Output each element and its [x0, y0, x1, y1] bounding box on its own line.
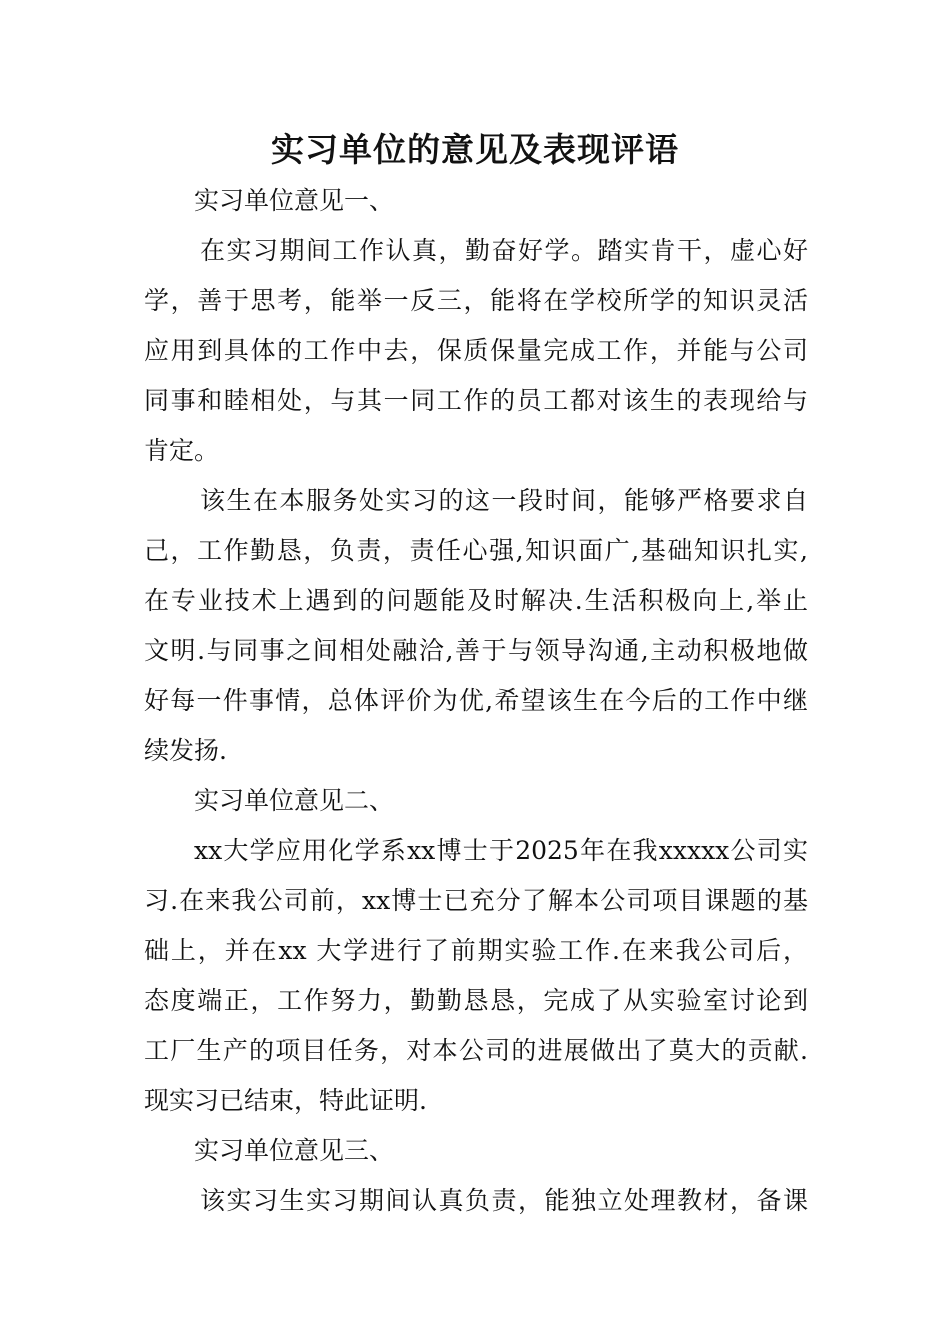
paragraph-4 [144, 1176, 808, 1226]
text-line: 续发扬. [144, 736, 227, 765]
text-line: 现实习已结束，特此证明. [144, 1086, 427, 1115]
section-2 [144, 776, 808, 1126]
text-line: 在实习期间工作认真，勤奋好学。踏实肯干，虚心好 [200, 236, 808, 265]
text-line: xx大学应用化学系xx博士于2025年在我xxxxx公司实 [194, 836, 808, 865]
text-line: 态度端正，工作努力，勤勤恳恳，完成了从实验室讨论到 [144, 986, 808, 1015]
section-heading: 实习单位意见一、 [194, 186, 395, 215]
text-line: 学，善于思考，能举一反三，能将在学校所学的知识灵活 [144, 286, 808, 315]
section-1 [144, 176, 808, 776]
section-heading: 实习单位意见二、 [194, 786, 395, 815]
text-line: 习.在来我公司前，xx博士已充分了解本公司项目课题的基 [144, 886, 808, 915]
text-line: 文明.与同事之间相处融洽,善于与领导沟通,主动积极地做 [144, 636, 808, 665]
text-line: 工厂生产的项目任务，对本公司的进展做出了莫大的贡献. [144, 1036, 808, 1065]
text-line: 肯定。 [144, 436, 220, 465]
text-line: 该实习生实习期间认真负责，能独立处理教材，备课 [200, 1186, 808, 1215]
text-line: 础上，并在xx 大学进行了前期实验工作.在来我公司后， [144, 936, 808, 965]
text-line: 该生在本服务处实习的这一段时间，能够严格要求自 [200, 486, 808, 515]
text-line: 应用到具体的工作中去，保质保量完成工作，并能与公司 [144, 336, 808, 365]
text-line: 好每一件事情，总体评价为优,希望该生在今后的工作中继 [144, 686, 808, 715]
section-3 [144, 1126, 808, 1226]
section-heading: 实习单位意见三、 [194, 1136, 395, 1165]
paragraph-2 [144, 476, 808, 776]
paragraph-3 [144, 826, 808, 1126]
text-line: 同事和睦相处，与其一同工作的员工都对该生的表现给与 [144, 386, 808, 415]
document-body [144, 176, 808, 1226]
text-line: 己，工作勤恳，负责，责任心强,知识面广,基础知识扎实, [144, 536, 808, 565]
paragraph-1 [144, 226, 808, 476]
text-line: 在专业技术上遇到的问题能及时解决.生活积极向上,举止 [144, 586, 808, 615]
document-title: 实习单位的意见及表现评语 [271, 130, 679, 169]
